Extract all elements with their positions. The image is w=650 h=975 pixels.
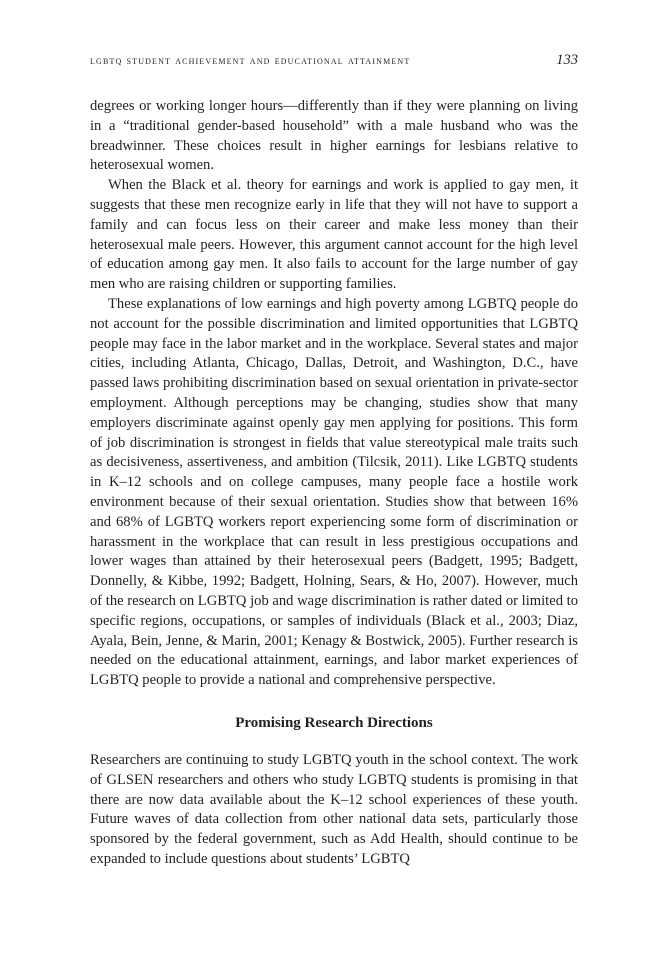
- running-title: lgbtq student achievement and educational attainment: [90, 53, 411, 67]
- body-paragraph: Researchers are continuing to study LGBTQ youth in the school context. The work of GLSEN researchers and others who study LGBTQ students is promising in that there are now data available about the K–12 school experiences of these youth. Future waves of data collection from other national data sets, particularly those sponsored by the federal government, such as Add Health, should continue to be expanded to include questions about students’ LGBTQ: [90, 751, 578, 867]
- body-paragraph: These explanations of low earnings and high poverty among LGBTQ people do not account for the possible discrimination and limited opportunities that LGBTQ people may face in the labor market and in the workplace. Several states and major cities, including Atlanta, Chicago, Dallas, Detroit, and Washington, D.C., have passed laws prohibiting discrimination based on sexual orientation in private-sector employment. Although perceptions may be changing, studies show that many employers discriminate against openly gay men applying for positions. This form of job discrimination is strongest in fields that value stereotypical male traits such as decisiveness, assertiveness, and ambition (Tilcsik, 2011). Like LGBTQ students in K–12 schools and on college campuses, many people face a hostile work environment because of their sexual orientation. Studies show that between 16% and 68% of LGBTQ workers report experiencing some form of discrimination or harassment in the workplace that can result in less prestigious occupations and lower wages than attained by their heterosexual peers (Badgett, 1995; Badgett, Donnelly, & Kibbe, 1992; Badgett, Holning, Sears, & Ho, 2007). However, much of the research on LGBTQ job and wage discrimination is rather dated or limited to specific regions, occupations, or samples of individuals (Black et al., 2003; Diaz, Ayala, Bein, Jenne, & Marin, 2001; Kenagy & Bostwick, 2005). Further research is needed on the educational attainment, earnings, and labor market experiences of LGBTQ people to provide a national and comprehensive perspective.: [90, 295, 578, 689]
- page-number: 133: [556, 52, 578, 68]
- book-page: [90, 52, 578, 870]
- running-head: [90, 52, 578, 76]
- body-paragraph: degrees or working longer hours—differently than if they were planning on living in a “traditional gender-based household” with a male husband who was the breadwinner. These choices result in higher earnings for lesbians relative to heterosexual women.: [90, 98, 578, 174]
- section-heading: Promising Research Directions: [235, 714, 433, 731]
- body-paragraph: When the Black et al. theory for earnings and work is applied to gay men, it suggests that these men recognize early in life that they will not have to support a family and can focus less on their career and make less money than their heterosexual male peers. However, this argument cannot account for the high level of education among gay men. It also fails to account for the large number of gay men who are raising children or supporting families.: [90, 177, 578, 293]
